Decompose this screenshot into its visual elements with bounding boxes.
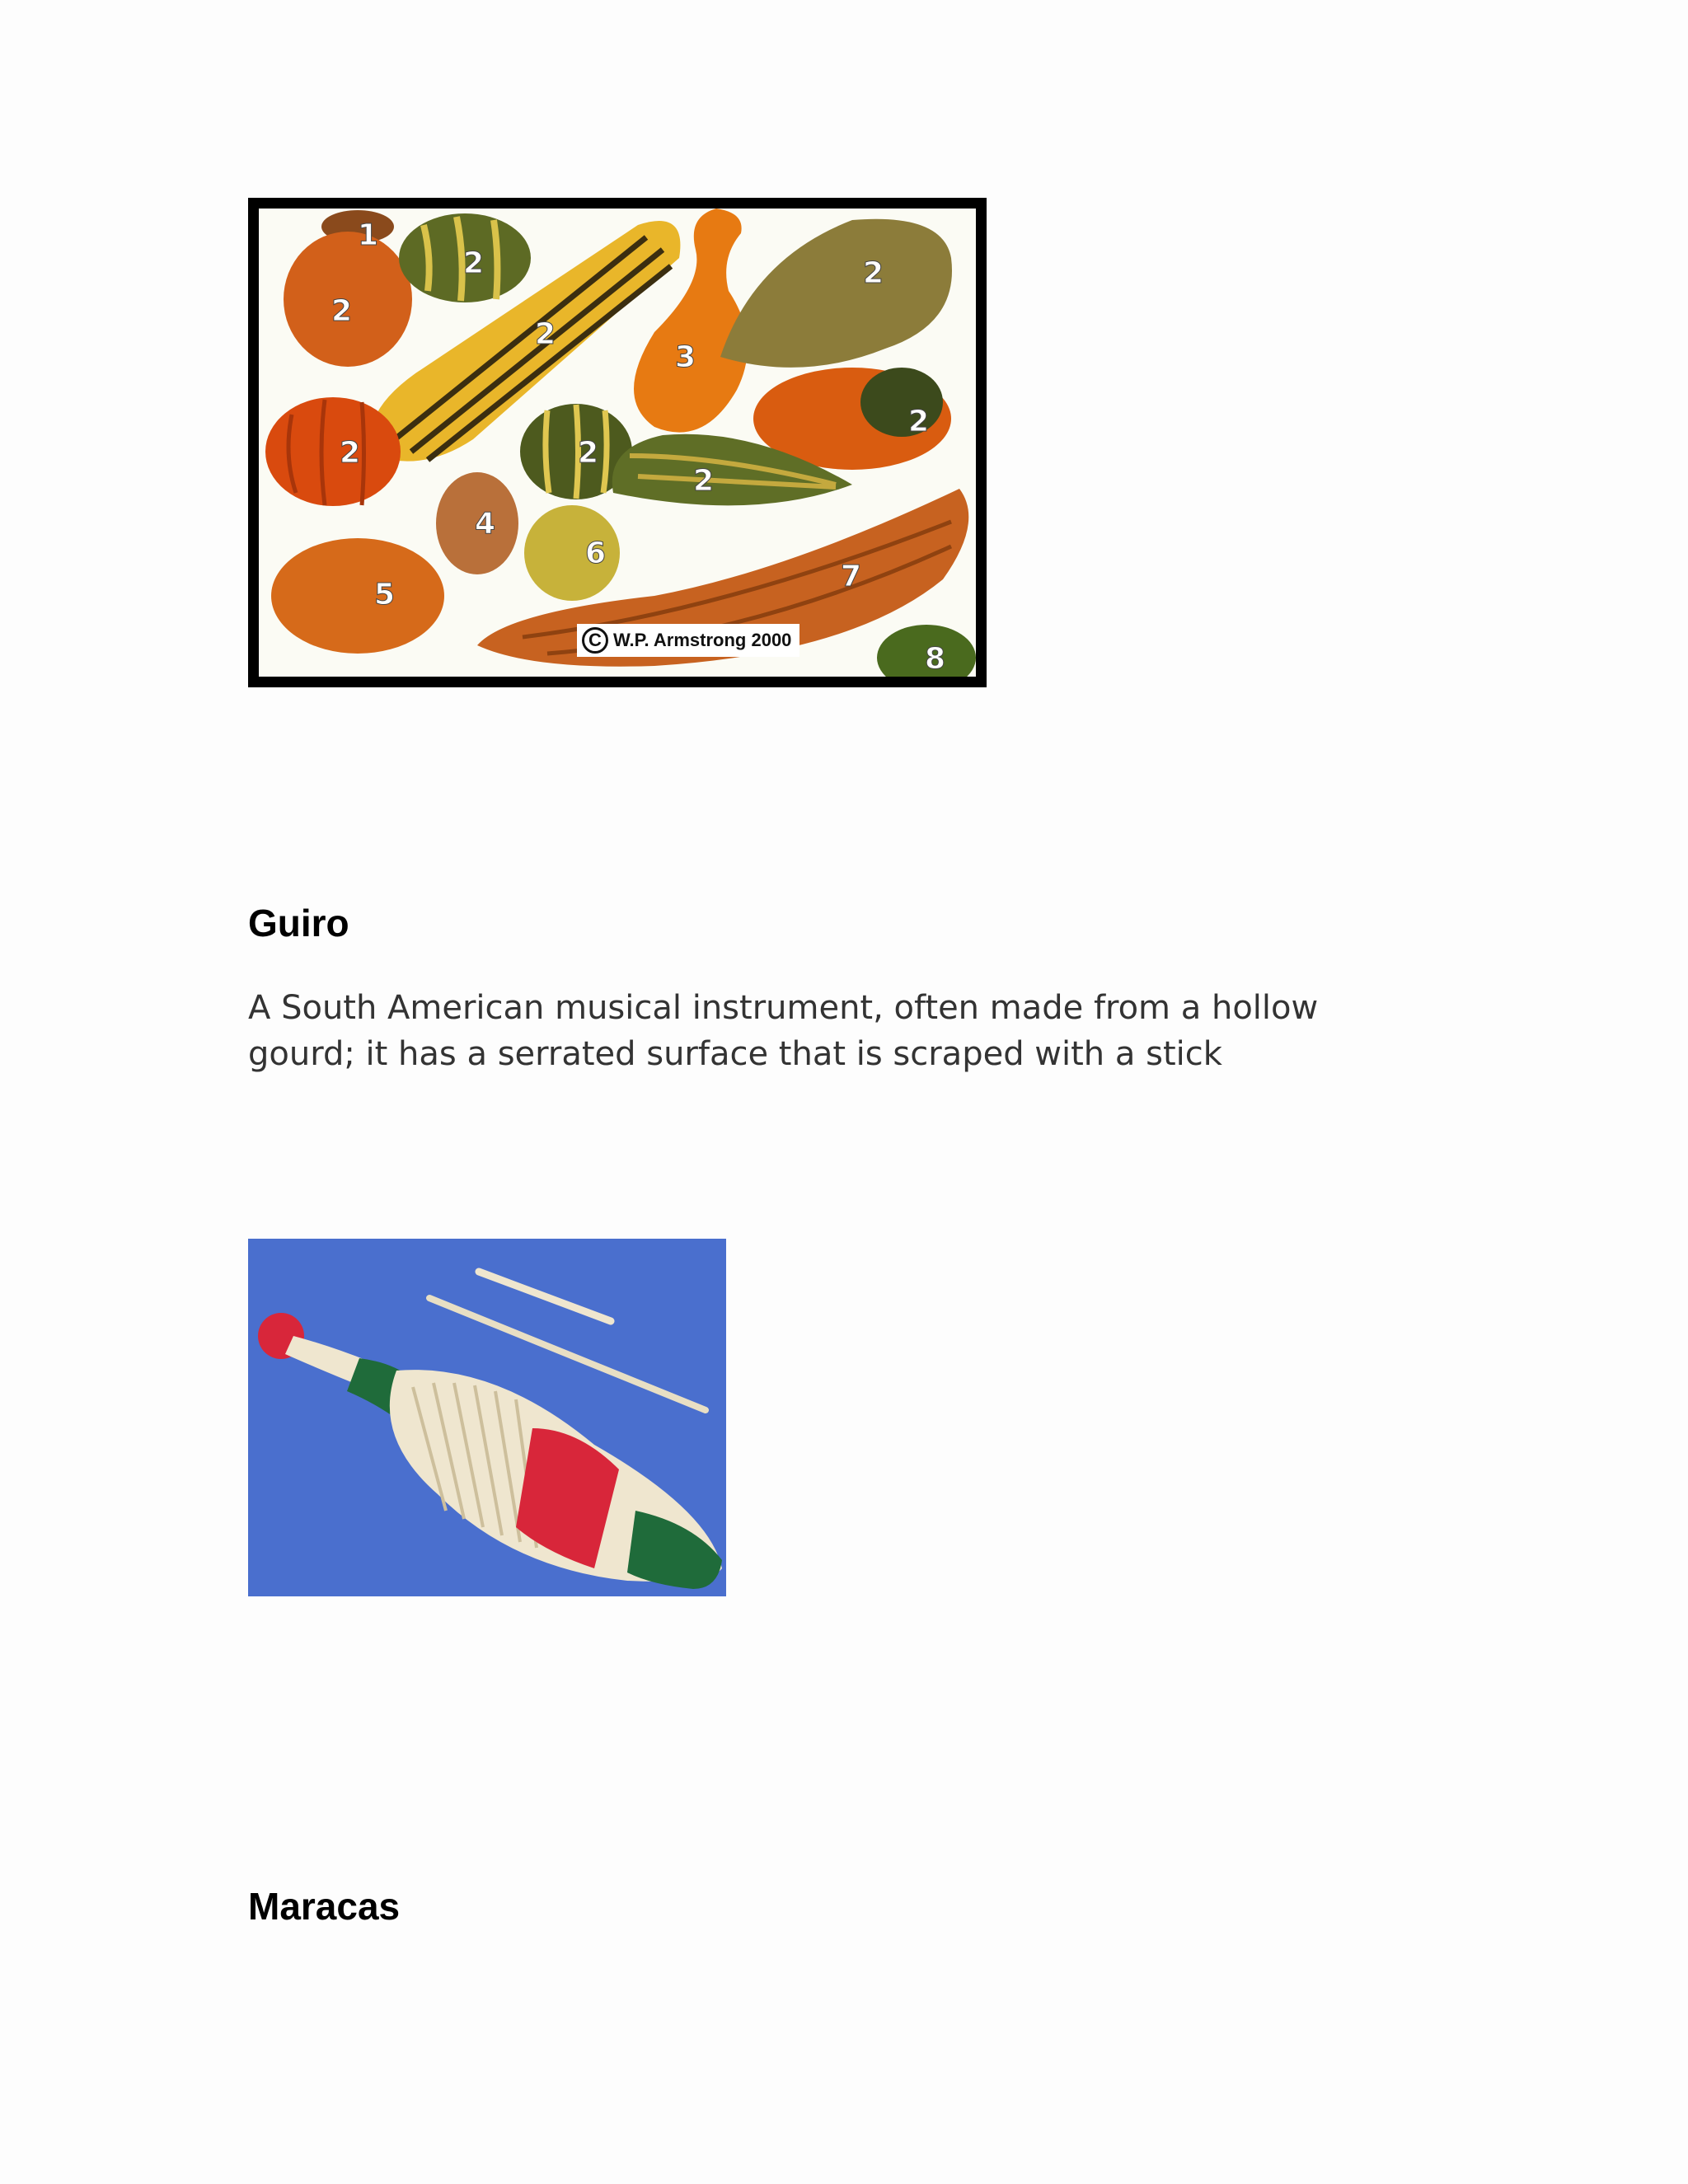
section-description-guiro: A South American musical instrument, often made from a hollow gourd; it has a serrated surface that is scraped with a stick <box>248 989 1319 1073</box>
gourd-label: 2 <box>331 294 353 328</box>
gourd-label: 2 <box>340 436 361 470</box>
gourds-illustration <box>259 209 976 677</box>
gourds-photo <box>248 198 987 687</box>
gourd-label: 4 <box>475 507 496 541</box>
gourd-label: 2 <box>863 256 884 290</box>
guiro-photo <box>248 1239 726 1596</box>
gourd-label: 2 <box>693 464 715 498</box>
photo-credit <box>577 624 799 657</box>
section-title-maracas: Maracas <box>248 1885 401 1928</box>
photo-credit-text: W.P. Armstrong 2000 <box>613 630 792 650</box>
gourd-label: 1 <box>358 218 379 252</box>
gourd-label: 3 <box>675 340 696 374</box>
gourd-label: 2 <box>578 436 599 470</box>
gourd-label: 7 <box>841 560 862 593</box>
gourd-label: 5 <box>374 578 396 612</box>
gourd-label: 8 <box>925 642 946 676</box>
gourd-label: 2 <box>463 246 485 280</box>
gourd-label: 2 <box>535 317 556 351</box>
copyright-icon: C <box>582 627 608 654</box>
guiro-illustration <box>248 1239 726 1596</box>
gourd-label: 2 <box>908 405 930 438</box>
gourd-label: 6 <box>585 537 607 570</box>
section-title-guiro: Guiro <box>248 902 349 944</box>
